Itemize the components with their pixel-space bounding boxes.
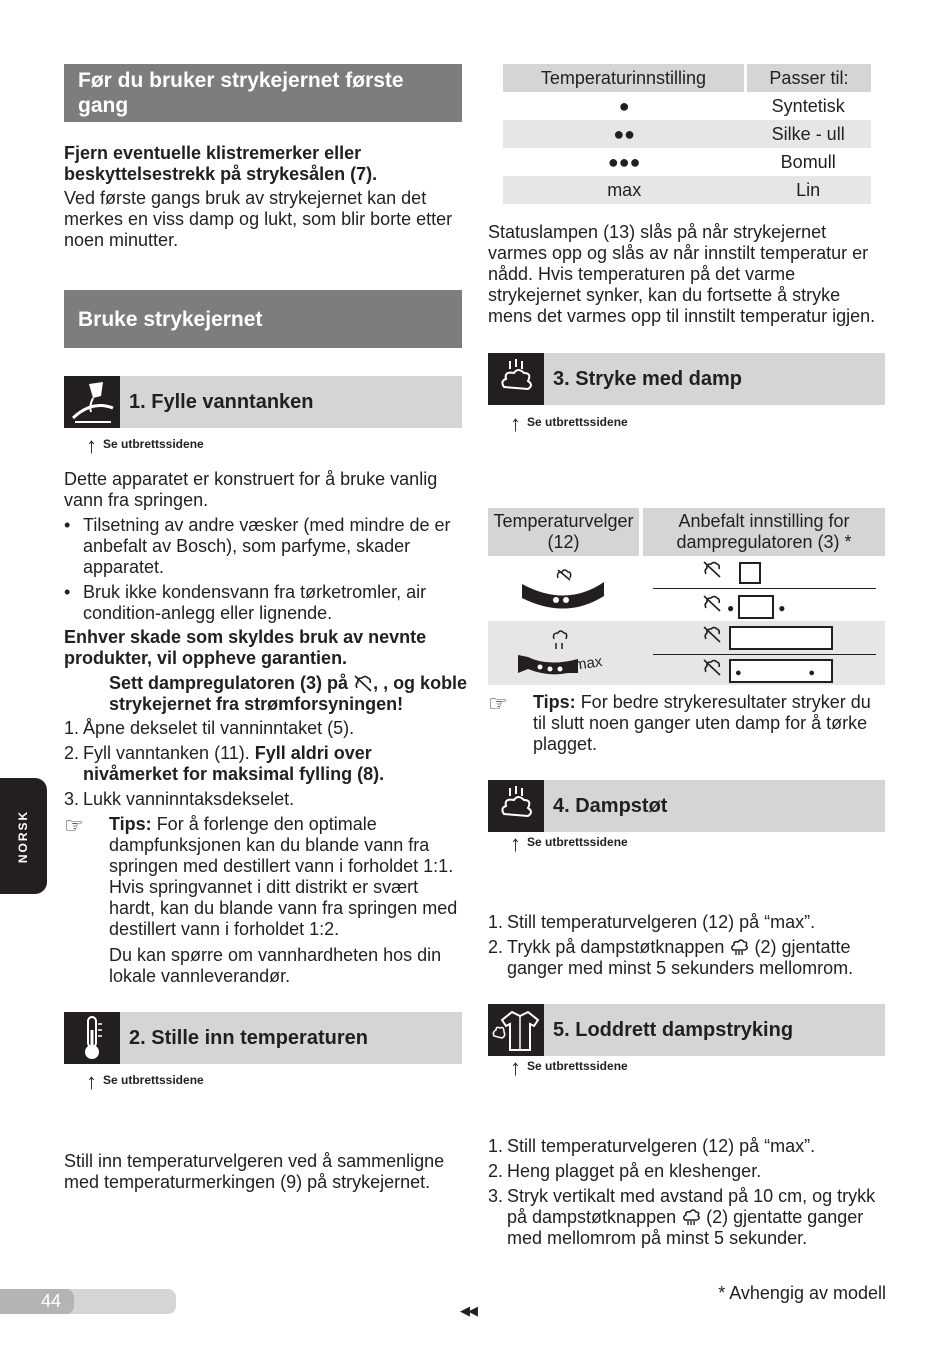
- fill-tip: Tips: For å forlenge den optimale dampfunksjonen kan du blande vann fra springen med destillert vann i forholdet 1:1. Hvis springvannet i ditt distrikt er svært hardt, kan du blande vann fra springen med destillert vann i forholdet 1:2.: [109, 814, 458, 939]
- no-steam-icon: [702, 660, 722, 680]
- vertical-steps: [488, 1136, 888, 1249]
- dial-low-cell: [488, 560, 639, 620]
- dial-high-icon: [488, 621, 639, 685]
- table-header: Temperaturvelger (12): [488, 508, 639, 556]
- arrow-up-icon: ↑: [510, 411, 521, 436]
- fill-steps: [64, 718, 464, 810]
- steam-heading: 3. Stryke med damp: [553, 367, 742, 390]
- list-item: • Bruk ikke kondensvann fra tørketromler, air condition-anlegg eller lignende.: [64, 582, 464, 624]
- list-item: 2. Fyll vanntanken (11). Fyll aldri over nivåmerket for maksimal fylling (8).: [64, 743, 385, 784]
- arrow-up-icon: ↑: [510, 1055, 521, 1080]
- before-first-use-heading: Før du bruker strykejernet første gang: [64, 64, 462, 122]
- vertical-heading: 5. Loddrett dampstryking: [553, 1018, 794, 1041]
- dial-low-icon: [488, 560, 639, 620]
- table-cell: max: [607, 179, 642, 200]
- arrow-up-icon: ↑: [510, 831, 521, 856]
- arrow-up-icon: ↑: [86, 1069, 97, 1094]
- page-number: 44: [0, 1289, 74, 1314]
- shot-steps: [488, 912, 888, 979]
- list-item: 3. Lukk vanninntaksdekselet.: [64, 789, 295, 809]
- warranty-warning: Enhver skade som skyldes bruk av nevnte produkter, vil oppheve garantien.: [64, 627, 427, 668]
- temp-section-header: [64, 1012, 462, 1064]
- see-foldout-link: ↑ Se utbrettssidene: [510, 831, 628, 856]
- nav-back-icon: ◀◀: [460, 1303, 476, 1318]
- temp-heading: 2. Stille inn temperaturen: [129, 1026, 368, 1049]
- no-steam-icon: [353, 673, 373, 693]
- pointing-hand-icon: ☞: [488, 691, 508, 716]
- status-lamp-text: Statuslampen (13) slås på når strykejernet varmes opp og slås av når innstilt temperatur er nådd. Hvis temperaturen på det varme strykejernet synker, kan du fortsette å stryke mens det varmes opp til innstilt temperatur igjen.: [488, 222, 876, 326]
- shot-heading: 4. Dampstøt: [553, 794, 668, 817]
- list-item: 1. Åpne dekselet til vanninntaket (5).: [64, 718, 355, 738]
- list-item: 3. Stryk vertikalt med avstand på 10 cm, og trykk på dampstøtknappen (2) gjentatte ganger med mellomrom på minst 5 sekunder.: [488, 1186, 876, 1248]
- fill-section-header: [64, 376, 462, 428]
- table-cell: Syntetisk: [771, 95, 845, 116]
- using-iron-heading: Bruke strykejernet: [64, 290, 462, 348]
- see-foldout-link: ↑ Se utbrettssidene: [86, 433, 204, 458]
- steam-tip: Tips: For bedre strykeresultater stryker du til slutt noen ganger uten damp for å tørke plagget.: [533, 692, 871, 754]
- see-foldout-link: ↑ Se utbrettssidene: [510, 1055, 628, 1080]
- steam-mid-setting: [702, 625, 833, 650]
- table-cell: ●: [618, 95, 630, 116]
- fill-heading: 1. Fylle vanntanken: [129, 390, 314, 413]
- dial-position-box: [738, 595, 774, 619]
- table-header: Passer til:: [769, 67, 849, 88]
- remove-stickers-text: Fjern eventuelle klistremerker eller beskyttelsestrekk på strykesålen (7).: [64, 143, 378, 184]
- list-item: 2. Heng plagget på en kleshenger.: [488, 1161, 762, 1181]
- steam-section-header: [488, 353, 885, 405]
- water-jug-icon: [64, 376, 120, 428]
- table-cell: Silke - ull: [771, 123, 845, 144]
- list-item: 1. Still temperaturvelgeren (12) på “max”.: [488, 912, 816, 932]
- vertical-section-header: [488, 1004, 885, 1056]
- dial-high-cell: [488, 621, 639, 685]
- footnote: * Avhengig av modell: [718, 1283, 886, 1303]
- see-foldout-link: ↑ Se utbrettssidene: [510, 411, 628, 436]
- steam-max-setting: [702, 658, 833, 683]
- steam-burst-icon: [681, 1207, 701, 1227]
- list-item: • Tilsetning av andre væsker (med mindre de er anbefalt av Bosch), som parfyme, skader apparatet.: [64, 515, 464, 578]
- shot-section-header: [488, 780, 885, 832]
- temp-text: Still inn temperaturvelgeren ved å sammenligne med temperaturmerkingen (9) på strykejernet.: [64, 1151, 445, 1192]
- steam-settings-table: [488, 508, 885, 685]
- first-use-text: Ved første gangs bruk av strykejernet kan det merkes en viss damp og lukt, som blir borte etter noen minutter.: [64, 188, 453, 250]
- steam-off-setting: [702, 560, 761, 584]
- list-item: 1. Still temperaturvelgeren (12) på “max”.: [488, 1136, 816, 1156]
- fill-tip-2: Du kan spørre om vannhardheten hos din lokale vannleverandør.: [109, 945, 442, 986]
- table-cell: ●●: [613, 123, 636, 144]
- table-header: Temperaturinnstilling: [503, 64, 745, 92]
- fill-bullets: [64, 515, 464, 624]
- no-steam-icon: [702, 562, 722, 582]
- thermometer-icon: [64, 1012, 120, 1064]
- steam-burst-icon: [729, 937, 749, 957]
- steam-min-setting: ● ●: [702, 594, 786, 619]
- set-steam-instruction: Sett dampregulatoren (3) på , , og koble strykejernet fra strømforsyningen!: [109, 673, 468, 714]
- table-cell: Lin: [796, 179, 821, 200]
- table-header: Anbefalt innstilling for dampregulatoren (3) *: [643, 508, 885, 556]
- shirt-steam-icon: [488, 1004, 544, 1056]
- dial-position-box: [729, 626, 833, 650]
- steam-shot-icon: [488, 780, 544, 832]
- see-foldout-link: ↑ Se utbrettssidene: [86, 1069, 204, 1094]
- language-tab: NORSK: [0, 778, 47, 894]
- steam-icon: [488, 353, 544, 405]
- no-steam-icon: [702, 596, 722, 616]
- dial-position-box: ● ●: [729, 659, 833, 683]
- arrow-up-icon: ↑: [86, 433, 97, 458]
- temperature-table: [503, 64, 871, 204]
- table-cell: Bomull: [780, 151, 836, 172]
- row-divider: [653, 588, 876, 589]
- fill-intro: Dette apparatet er konstruert for å bruke vanlig vann fra springen.: [64, 469, 438, 510]
- table-cell: ●●●: [607, 151, 641, 172]
- row-divider: [653, 654, 876, 655]
- list-item: 2. Trykk på dampstøtknappen (2) gjentatte ganger med minst 5 sekunders mellomrom.: [488, 937, 854, 978]
- no-steam-icon: [702, 627, 722, 647]
- dial-position-box: [739, 562, 761, 584]
- pointing-hand-icon: ☞: [64, 813, 84, 838]
- dial-max-label: max: [572, 653, 604, 674]
